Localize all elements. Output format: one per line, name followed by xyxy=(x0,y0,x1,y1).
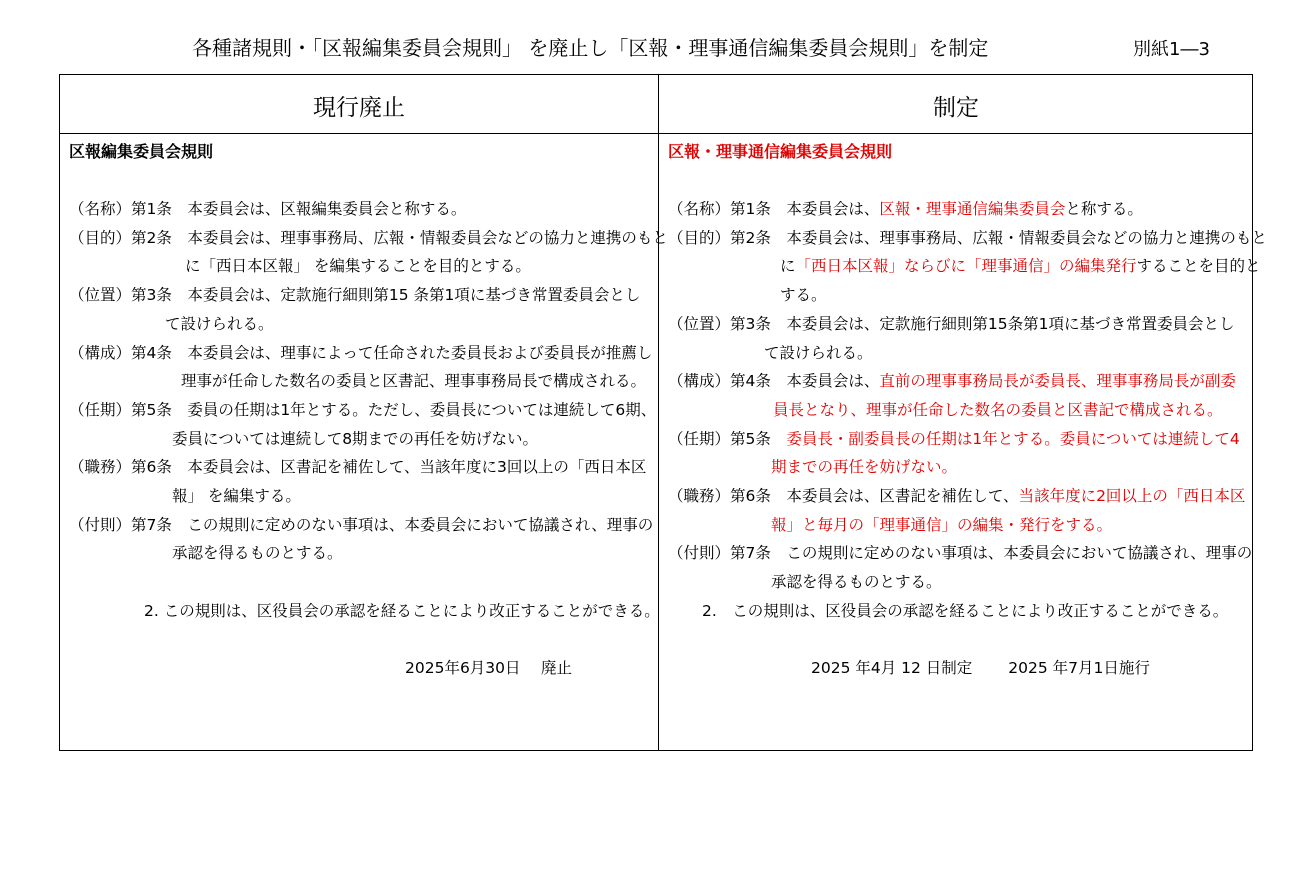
article-5-line-1 xyxy=(668,427,1240,449)
article-6-line-1 xyxy=(668,484,1245,506)
article-4-line-2: 員長となり、理事が任命した数名の委員と区書記で構成される。 xyxy=(773,401,1223,419)
article-5-line-1: （任期）第5条 委員の任期は1年とする。ただし、委員長については連続して6期、 xyxy=(69,401,657,419)
article-7-line-2: 承認を得るものとする。 xyxy=(771,573,942,591)
article-2-new-purpose: 「西日本区報」ならびに「理事通信」の編集発行 xyxy=(795,257,1137,275)
article-2-line-3: する。 xyxy=(780,286,827,304)
article-4-line-2: 理事が任命した数名の委員と区書記、理事事務局長で構成される。 xyxy=(181,372,647,390)
article-2-line-1: （目的）第2条 本委員会は、理事事務局、広報・情報委員会などの協力と連携のもと xyxy=(69,229,668,247)
article-3-line-2: て設けられる。 xyxy=(764,344,873,362)
article-2-line-2: に「西日本区報」 を編集することを目的とする。 xyxy=(185,257,531,275)
article-3-line-1: （位置）第3条 本委員会は、定款施行細則第15 条第1項に基づき常置委員会とし xyxy=(69,286,641,304)
article-6-line-1: （職務）第6条 本委員会は、区書記を補佐して、当該年度に3回以上の「西日本区 xyxy=(69,458,647,476)
article-5-new-text: 委員長・副委員長の任期は1年とする。委員については連続して4 xyxy=(786,430,1240,448)
abolished-rule-title: 区報編集委員会規則 xyxy=(69,142,214,161)
article-4-line-1 xyxy=(668,369,1236,391)
article-2-prefix: に xyxy=(780,257,796,275)
enactment-dates: 2025 年4月 12 日制定 2025 年7月1日施行 xyxy=(811,659,1150,677)
article-7-line-2: 承認を得るものとする。 xyxy=(172,544,343,562)
header-divider xyxy=(60,133,1252,134)
article-4-new-text: 直前の理事事務局長が委員長、理事事務局長が副委 xyxy=(879,372,1236,390)
paragraph-2: 2. この規則は、区役員会の承認を経ることにより改正することができる。 xyxy=(702,602,1229,620)
appendix-number: 別紙1―3 xyxy=(1133,39,1210,60)
article-6-new-text: 当該年度に2回以上の「西日本区 xyxy=(1018,487,1246,505)
article-5-prefix: （任期）第5条 xyxy=(668,430,787,448)
comparison-table xyxy=(59,74,1267,751)
article-1-text: （名称）第1条 本委員会は、 xyxy=(668,200,880,218)
article-1-suffix: と称する。 xyxy=(1065,200,1143,218)
article-6-line-2: 報」と毎月の「理事通信」の編集・発行をする。 xyxy=(771,516,1113,534)
article-2-line-2 xyxy=(780,254,1261,276)
left-column-header: 現行廃止 xyxy=(313,95,405,121)
article-7-line-1: （付則）第7条 この規則に定めのない事項は、本委員会において協議され、理事の xyxy=(69,516,654,534)
abolition-date: 2025年6月30日 廃止 xyxy=(405,659,572,677)
article-1: （名称）第1条 本委員会は、区報編集委員会と称する。 xyxy=(69,200,467,218)
paragraph-2: 2. この規則は、区役員会の承認を経ることにより改正することができる。 xyxy=(144,602,660,620)
article-2-line-1: （目的）第2条 本委員会は、理事事務局、広報・情報委員会などの協力と連携のもと xyxy=(668,229,1267,247)
document-title: 各種諸規則・「区報編集委員会規則」 を廃止し「区報・理事通信編集委員会規則」を制定 xyxy=(192,36,989,60)
right-column-header: 制定 xyxy=(933,95,979,121)
article-3-line-1: （位置）第3条 本委員会は、定款施行細則第15条第1項に基づき常置委員会とし xyxy=(668,315,1235,333)
article-7-line-1: （付則）第7条 この規則に定めのない事項は、本委員会において協議され、理事の xyxy=(668,544,1253,562)
article-5-line-2: 期までの再任を妨げない。 xyxy=(771,458,958,476)
article-6-line-2: 報」 を編集する。 xyxy=(172,487,301,505)
article-4-prefix: （構成）第4条 本委員会は、 xyxy=(668,372,880,390)
article-5-line-2: 委員については連続して8期までの再任を妨げない。 xyxy=(172,430,539,448)
article-1 xyxy=(668,197,1143,219)
article-6-prefix: （職務）第6条 本委員会は、区書記を補佐して、 xyxy=(668,487,1019,505)
column-divider xyxy=(658,75,659,750)
article-2-suffix: することを目的と xyxy=(1136,257,1261,275)
article-3-line-2: て設けられる。 xyxy=(165,315,274,333)
article-1-new-name: 区報・理事通信編集委員会 xyxy=(879,200,1066,218)
enacted-rule-title: 区報・理事通信編集委員会規則 xyxy=(668,142,893,161)
article-4-line-1: （構成）第4条 本委員会は、理事によって任命された委員長および委員長が推薦し xyxy=(69,344,653,362)
